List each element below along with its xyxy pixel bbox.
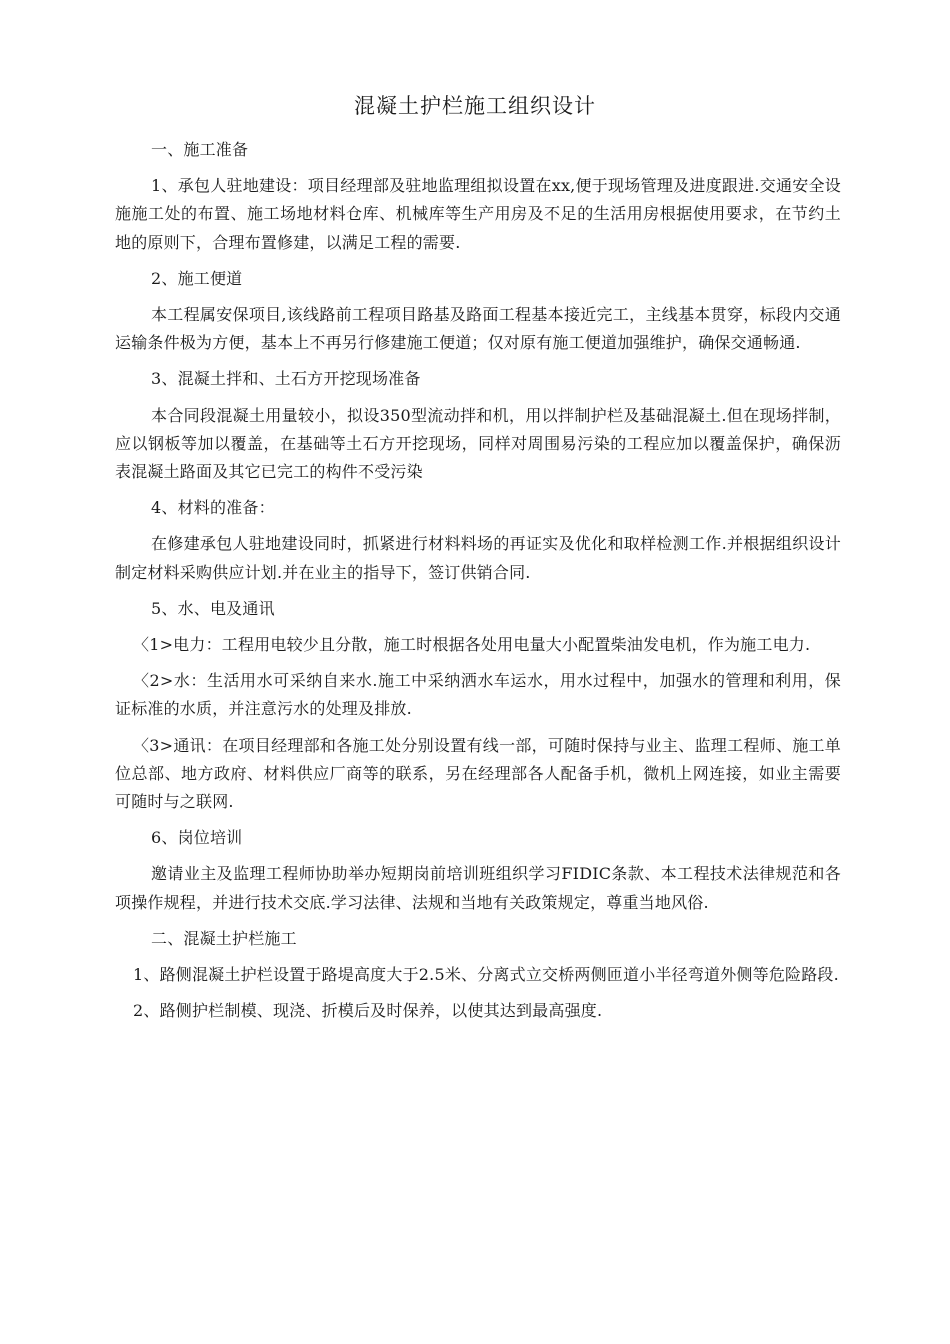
subheading: 2、施工便道 — [151, 268, 243, 288]
document-title: 混凝土护栏施工组织设计 — [354, 94, 596, 118]
subheading: 3、混凝土拌和、土石方开挖现场准备 — [151, 369, 421, 389]
paragraph: 〈2>水：生活用水可采纳自来水.施工中采纳洒水车运水，用水过程中，加强水的管理和利用，保证标准的水质，并注意污水的处理及排放. — [115, 671, 841, 719]
subheading: 4、材料的准备： — [151, 498, 275, 518]
paragraph: 本合同段混凝土用量较小，拟设350型流动拌和机，用以拌制护栏及基础混凝土.但在现场拌制，应以钢板等加以覆盖，在基础等土石方开挖现场，同样对周围易污染的工程应加以覆盖保护，确保沥表混凝土路面及其它已完工的构件不受污染 — [115, 405, 841, 482]
section-heading: 二、混凝土护栏施工 — [151, 928, 297, 948]
paragraph: 本工程属安保项目,该线路前工程项目路基及路面工程基本接近完工，主线基本贯穿，标段内交通运输条件极为方便，基本上不再另行修建施工便道；仅对原有施工便道加强维护，确保交通畅通. — [115, 305, 841, 353]
document-body — [115, 136, 841, 1033]
subheading: 6、岗位培训 — [151, 828, 243, 848]
subheading: 5、水、电及通讯 — [151, 598, 275, 618]
section-heading: 一、施工准备 — [151, 140, 249, 159]
paragraph: 1、路侧混凝土护栏设置于路堤高度大于2.5米、分离式立交桥两侧匝道小半径弯道外侧等危险路段. — [133, 965, 839, 985]
paragraph: 1、承包人驻地建设：项目经理部及驻地监理组拟设置在xx,便于现场管理及进度跟进.交通安全设施施工处的布置、施工场地材料仓库、机械库等生产用房及不足的生活用房根据使用要求，在节约土地的原则下，合理布置修建，以满足工程的需要. — [115, 176, 841, 252]
paragraph: 〈3>通讯：在项目经理部和各施工处分别设置有线一部，可随时保持与业主、监理工程师、施工单位总部、地方政府、材料供应厂商等的联系，另在经理部各人配备手机，微机上网连接，如业主需要可随时与之联网. — [115, 735, 841, 812]
paragraph: 2、路侧护栏制模、现浇、折模后及时保养，以使其达到最高强度. — [133, 1001, 603, 1021]
paragraph: 在修建承包人驻地建设同时，抓紧进行材料料场的再证实及优化和取样检测工作.并根据组织设计制定材料采购供应计划.并在业主的指导下，签订供销合同. — [115, 534, 841, 582]
paragraph: 邀请业主及监理工程师协助举办短期岗前培训班组织学习FIDIC条款、本工程技术法律规范和各项操作规程，并进行技术交底.学习法律、法规和当地有关政策规定，尊重当地风俗. — [115, 864, 841, 912]
paragraph: 〈1>电力：工程用电较少且分散，施工时根据各处用电量大小配置柴油发电机，作为施工电力. — [133, 635, 811, 655]
